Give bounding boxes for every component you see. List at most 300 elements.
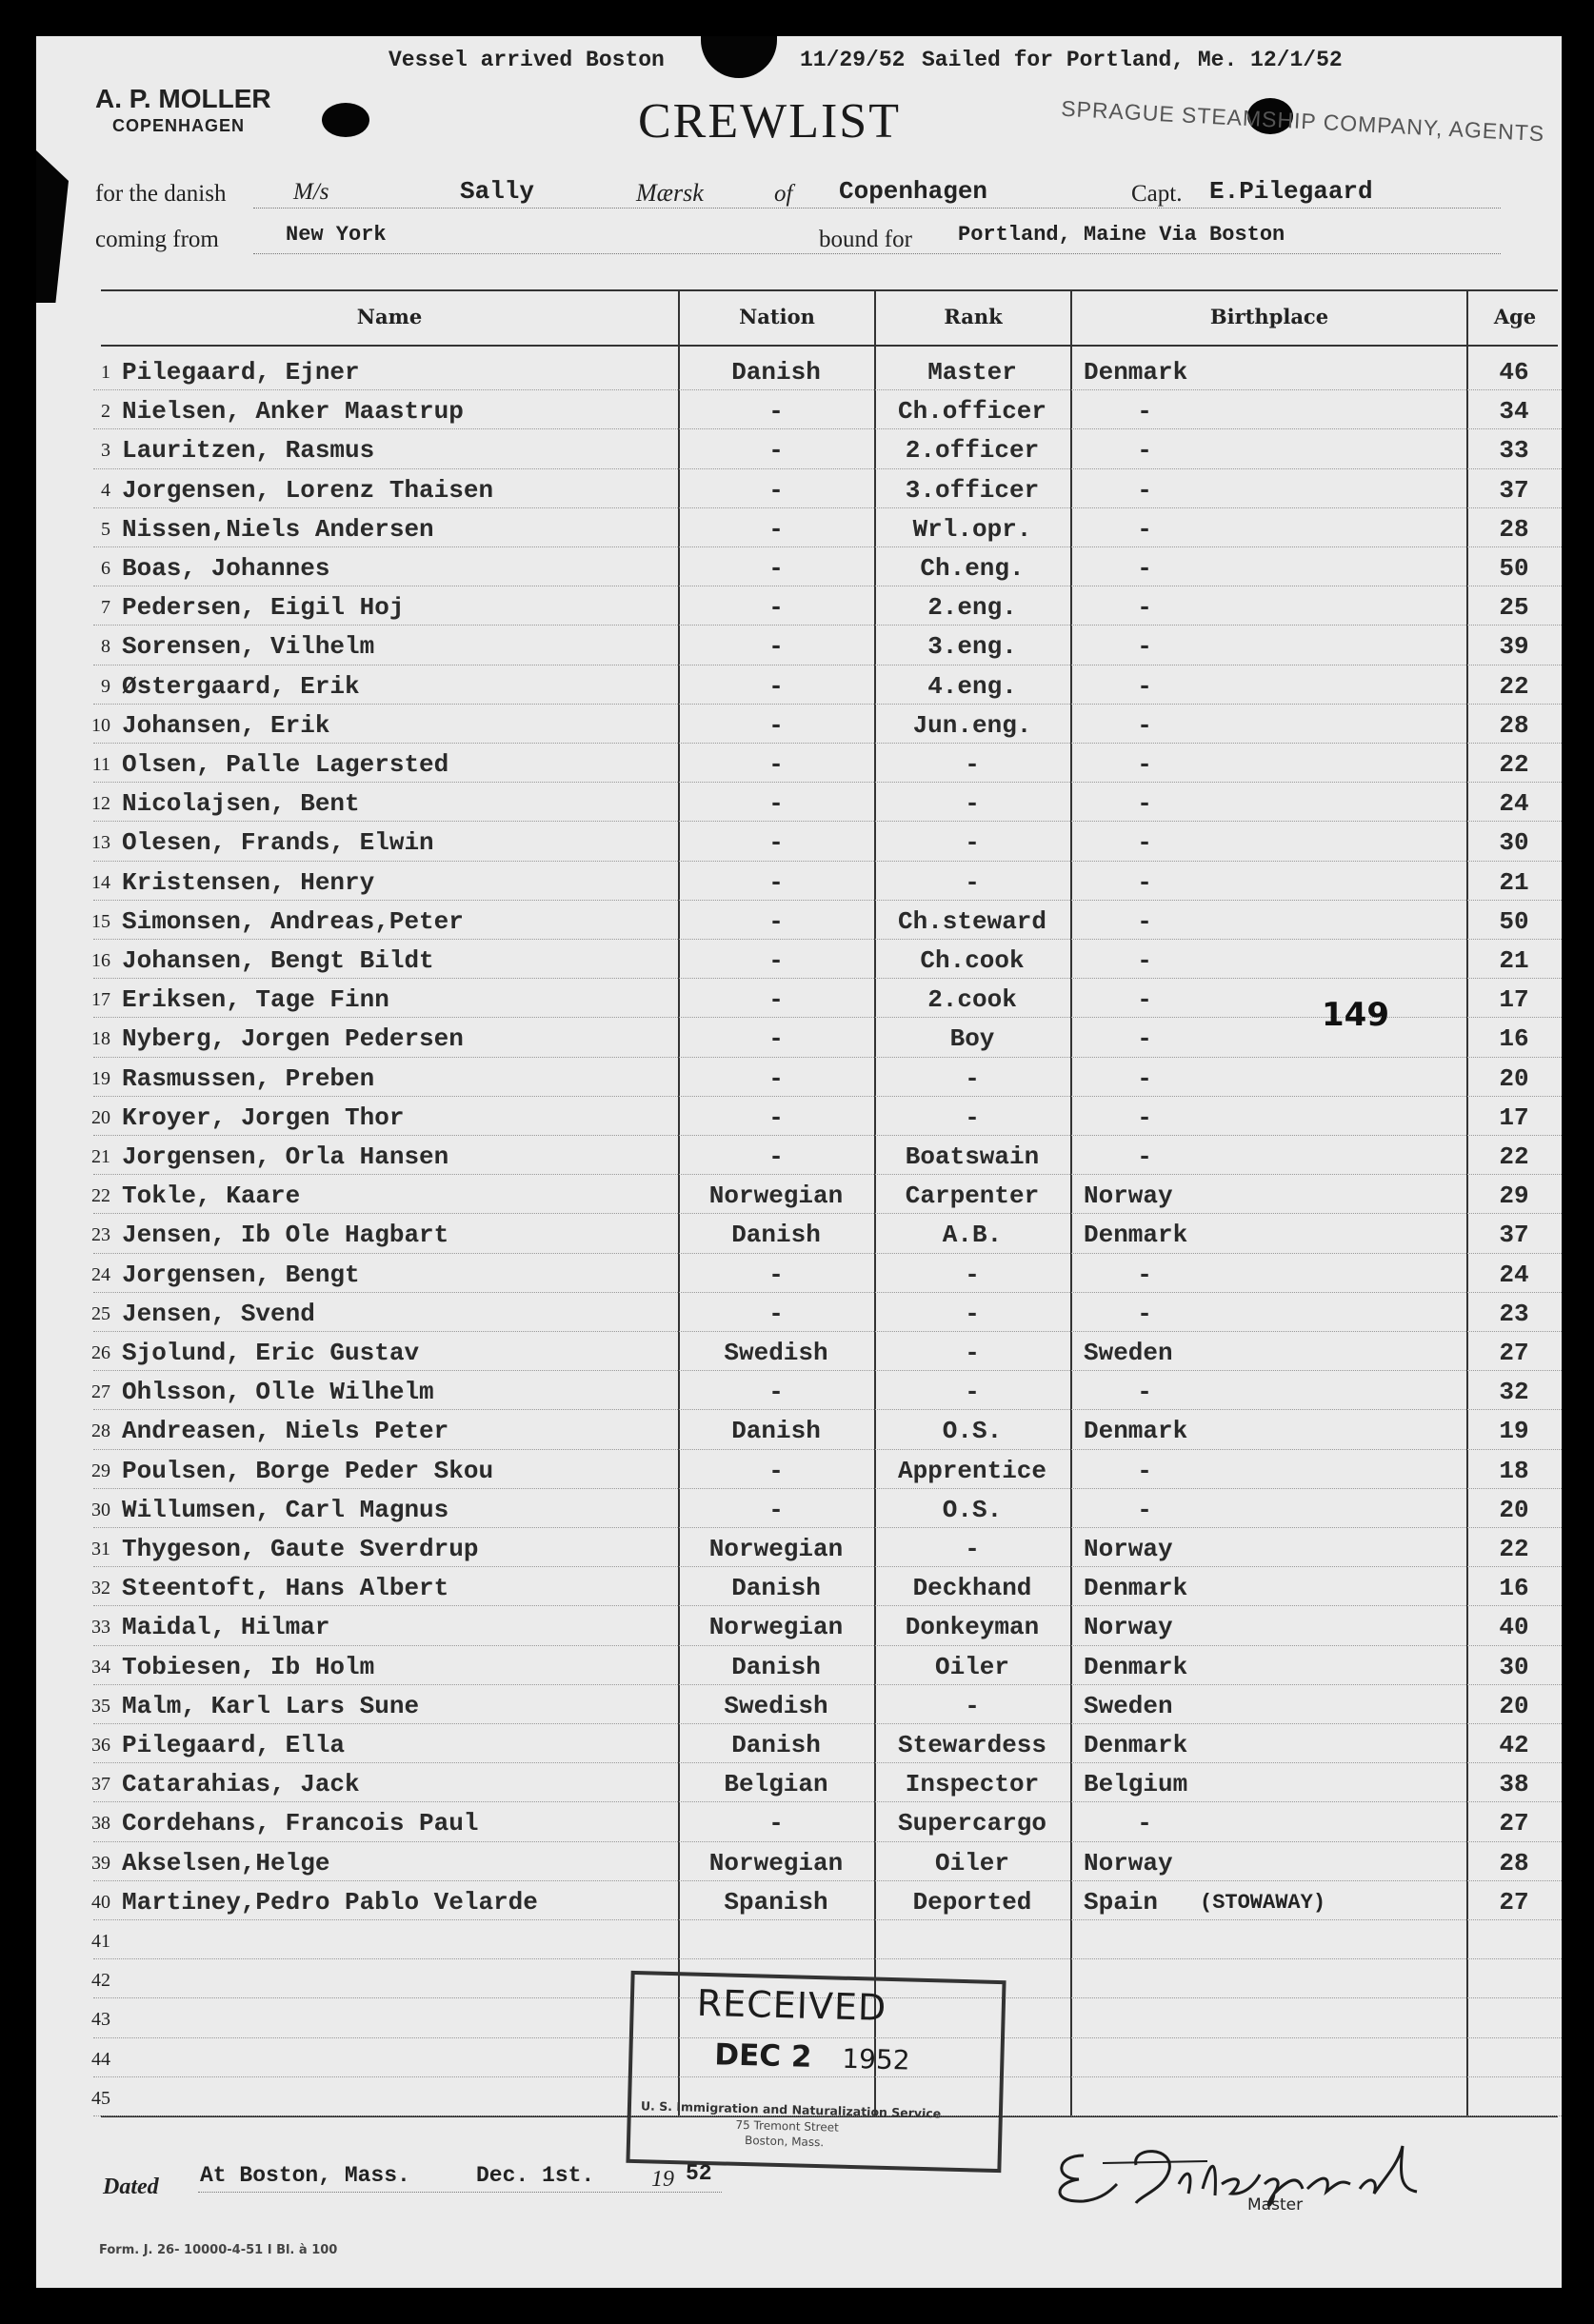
row-number: 22 [91, 1185, 110, 1207]
row-number: 35 [91, 1695, 110, 1717]
row-number: 32 [91, 1578, 110, 1599]
cell-name: Johansen, Erik [122, 710, 330, 740]
row-number: 1 [101, 362, 110, 383]
cell-age: 21 [1499, 946, 1529, 975]
row-rule [93, 978, 1562, 979]
cell-rank: - [965, 1102, 980, 1132]
cell-birthplace: - [1137, 632, 1152, 662]
row-rule [93, 1096, 1562, 1097]
row-number: 3 [101, 440, 110, 462]
cell-birthplace: Denmark [1084, 1417, 1188, 1446]
row-number: 43 [91, 2009, 110, 2031]
stowaway-note: (STOWAWAY) [1200, 1891, 1326, 1915]
cell-name: Eriksen, Tage Finn [122, 985, 389, 1015]
row-rule [93, 1645, 1562, 1646]
row-number: 45 [91, 2087, 110, 2109]
cell-nation: Belgian [724, 1770, 828, 1799]
cell-birthplace: Sweden [1084, 1339, 1173, 1367]
row-number: 44 [91, 2048, 110, 2070]
cell-name: Nissen,Niels Andersen [122, 514, 434, 544]
row-rule [93, 1488, 1562, 1489]
cell-age: 20 [1499, 1495, 1529, 1524]
row-number: 24 [91, 1263, 110, 1285]
sailed-text: Sailed for Portland, Me. 12/1/52 [922, 48, 1343, 72]
cell-rank: Apprentice [897, 1456, 1047, 1485]
cell-age: 22 [1499, 750, 1529, 779]
cell-name: Boas, Johannes [122, 554, 330, 583]
cell-age: 19 [1499, 1417, 1529, 1446]
cell-age: 29 [1499, 1182, 1529, 1211]
col-header-age: Age [1493, 305, 1537, 328]
cell-nation: - [768, 906, 784, 936]
cell-birthplace: Norway [1084, 1182, 1173, 1211]
cell-age: 21 [1499, 867, 1529, 897]
cell-birthplace: - [1137, 828, 1152, 858]
col-header-name: Name [356, 305, 423, 328]
stamp-date: DEC 2 [713, 2037, 812, 2075]
cell-age: 27 [1499, 1809, 1529, 1838]
coming-from-label: coming from [95, 227, 219, 252]
arrival-text: Vessel arrived Boston [389, 48, 665, 72]
row-rule [93, 1370, 1562, 1371]
cell-birthplace: - [1137, 750, 1152, 779]
cell-nation: - [768, 1495, 784, 1524]
cell-age: 37 [1499, 1221, 1529, 1250]
agent-stamp: SPRAGUE STEAMSHIP COMPANY, AGENTS [1060, 95, 1545, 147]
cell-rank: Jun.eng. [912, 710, 1032, 740]
cell-age: 22 [1499, 671, 1529, 701]
cell-age: 39 [1499, 632, 1529, 662]
cell-rank: Ch.officer [897, 397, 1047, 427]
cell-nation: Danish [731, 1731, 821, 1759]
cell-rank: Carpenter [905, 1182, 1040, 1211]
table-header-rule [101, 345, 1558, 347]
row-rule [93, 900, 1562, 901]
row-number: 6 [101, 558, 110, 579]
cell-rank: - [965, 1339, 980, 1367]
cell-rank: - [965, 867, 980, 897]
cell-rank: 4.eng. [927, 671, 1017, 701]
cell-name: Poulsen, Borge Peder Skou [122, 1456, 494, 1485]
year-prefix: 19 [651, 2167, 674, 2192]
cell-rank: Boatswain [905, 1142, 1040, 1171]
cell-name: Steentoft, Hans Albert [122, 1574, 449, 1603]
row-rule [93, 1919, 1562, 1920]
cell-rank: - [965, 1378, 980, 1407]
cell-nation: - [768, 750, 784, 779]
cell-name: Cordehans, Francois Paul [122, 1809, 479, 1838]
bound-for-value: Portland, Maine Via Boston [958, 223, 1285, 247]
cell-rank: Oiler [934, 1848, 1009, 1877]
cell-birthplace: Belgium [1084, 1770, 1188, 1799]
cell-nation: Danish [731, 358, 821, 387]
cell-age: 16 [1499, 1024, 1529, 1054]
cell-birthplace: - [1137, 985, 1152, 1015]
cell-birthplace: - [1137, 1809, 1152, 1838]
cell-birthplace: Denmark [1084, 1731, 1188, 1759]
cell-name: Tobiesen, Ib Holm [122, 1652, 375, 1681]
cell-name: Sjolund, Eric Gustav [122, 1339, 420, 1367]
cell-nation: Norwegian [708, 1182, 844, 1211]
cell-name: Martiney,Pedro Pablo Velarde [122, 1887, 538, 1917]
dated-place: At Boston, Mass. [200, 2163, 410, 2188]
cell-nation: - [768, 1024, 784, 1054]
cell-rank: - [965, 750, 980, 779]
vessel-name-1: Sally [460, 177, 535, 206]
cell-name: Nyberg, Jorgen Pedersen [122, 1024, 464, 1054]
cell-age: 42 [1499, 1731, 1529, 1759]
cell-name: Ohlsson, Olle Wilhelm [122, 1378, 434, 1407]
cell-birthplace: - [1137, 946, 1152, 975]
cell-age: 28 [1499, 710, 1529, 740]
row-number: 20 [91, 1106, 110, 1128]
cell-birthplace: Norway [1084, 1613, 1173, 1642]
cell-rank: 2.cook [927, 985, 1017, 1015]
row-rule [93, 1762, 1562, 1763]
cell-age: 46 [1499, 358, 1529, 387]
cell-nation: - [768, 1299, 784, 1328]
stamp-agency: U. S. Immigration and Naturalization Service [640, 2098, 942, 2121]
cell-age: 17 [1499, 985, 1529, 1015]
cell-age: 22 [1499, 1535, 1529, 1563]
cell-age: 23 [1499, 1299, 1529, 1328]
row-rule [93, 782, 1562, 783]
cell-nation: - [768, 632, 784, 662]
cell-nation: - [768, 1102, 784, 1132]
row-rule [93, 1409, 1562, 1410]
row-number: 18 [91, 1028, 110, 1050]
dotted-rule [198, 2192, 722, 2193]
row-number: 14 [91, 871, 110, 893]
row-number: 9 [101, 675, 110, 697]
cell-age: 25 [1499, 593, 1529, 623]
row-number: 39 [91, 1852, 110, 1874]
cell-birthplace: Norway [1084, 1848, 1173, 1877]
row-number: 2 [101, 401, 110, 423]
cell-age: 34 [1499, 397, 1529, 427]
cell-rank: Supercargo [897, 1809, 1047, 1838]
cell-rank: - [965, 828, 980, 858]
cell-nation: - [768, 710, 784, 740]
cell-nation: - [768, 946, 784, 975]
row-rule [93, 1605, 1562, 1606]
row-number: 33 [91, 1617, 110, 1639]
row-number: 13 [91, 832, 110, 854]
cell-birthplace: Denmark [1084, 1221, 1188, 1250]
row-rule [93, 743, 1562, 744]
cell-rank: Deported [912, 1887, 1032, 1917]
cell-nation: - [768, 1063, 784, 1093]
cell-birthplace: Spain [1084, 1887, 1159, 1917]
cell-rank: - [965, 789, 980, 819]
cell-birthplace: - [1137, 436, 1152, 466]
row-rule [93, 1449, 1562, 1450]
row-rule [93, 1253, 1562, 1254]
col-header-rank: Rank [944, 305, 1003, 328]
cell-birthplace: - [1137, 514, 1152, 544]
cell-nation: - [768, 554, 784, 583]
stamp-received: RECEIVED [696, 1981, 887, 2029]
dated-label: Dated [103, 2175, 159, 2199]
dotted-rule [253, 253, 1501, 254]
col-header-birthplace: Birthplace [1209, 305, 1329, 328]
cell-nation: - [768, 514, 784, 544]
cell-birthplace: - [1137, 397, 1152, 427]
cell-rank: O.S. [942, 1495, 1003, 1524]
cell-birthplace: - [1137, 1299, 1152, 1328]
row-rule [93, 1566, 1562, 1567]
cell-birthplace: - [1137, 867, 1152, 897]
row-rule [93, 625, 1562, 626]
cell-birthplace: - [1137, 1063, 1152, 1093]
row-rule [93, 861, 1562, 862]
row-rule [93, 1684, 1562, 1685]
torn-edge [36, 150, 69, 303]
cell-name: Willumsen, Carl Magnus [122, 1495, 449, 1524]
cell-rank: A.B. [942, 1221, 1003, 1250]
row-number: 12 [91, 793, 110, 815]
cell-name: Sorensen, Vilhelm [122, 632, 375, 662]
cell-rank: - [965, 1535, 980, 1563]
row-rule [93, 1880, 1562, 1881]
cell-rank: Deckhand [912, 1574, 1032, 1603]
cell-birthplace: - [1137, 671, 1152, 701]
cell-name: Kristensen, Henry [122, 867, 375, 897]
cell-nation: Swedish [724, 1691, 828, 1720]
row-number: 26 [91, 1342, 110, 1363]
coming-from-value: New York [286, 223, 387, 247]
company-name: A. P. MOLLER [95, 84, 271, 113]
cell-birthplace: - [1137, 554, 1152, 583]
cell-rank: - [965, 1063, 980, 1093]
cell-rank: Ch.cook [920, 946, 1025, 975]
cell-birthplace: - [1137, 1102, 1152, 1132]
cell-name: Pedersen, Eigil Hoj [122, 593, 405, 623]
cell-rank: Wrl.opr. [912, 514, 1032, 544]
master-label: Master [1247, 2195, 1304, 2215]
cell-age: 28 [1499, 514, 1529, 544]
col-divider [1466, 289, 1468, 2117]
cell-name: Nicolajsen, Bent [122, 789, 360, 819]
cell-rank: - [965, 1691, 980, 1720]
vessel-type: M/s [293, 179, 329, 205]
cell-nation: Norwegian [708, 1535, 844, 1563]
row-number: 4 [101, 479, 110, 501]
page-title: CREWLIST [638, 94, 901, 149]
cell-nation: - [768, 397, 784, 427]
stamp-address-2: Boston, Mass. [744, 2134, 825, 2150]
cell-birthplace: - [1137, 1495, 1152, 1524]
cell-birthplace: - [1137, 789, 1152, 819]
cell-name: Kroyer, Jorgen Thor [122, 1102, 405, 1132]
cell-name: Pilegaard, Ejner [122, 358, 360, 387]
row-rule [93, 1958, 1562, 1959]
cell-age: 30 [1499, 1652, 1529, 1681]
cell-rank: Oiler [934, 1652, 1009, 1681]
row-number: 40 [91, 1891, 110, 1913]
cell-nation: - [768, 475, 784, 505]
row-number: 17 [91, 989, 110, 1011]
vessel-name-2: Mærsk [636, 179, 704, 207]
cell-birthplace: - [1137, 1456, 1152, 1485]
row-number: 37 [91, 1774, 110, 1796]
cell-age: 40 [1499, 1613, 1529, 1642]
for-the-danish-label: for the danish [95, 181, 227, 207]
form-note: Form. J. 26- 10000-4-51 I Bl. à 100 [99, 2243, 338, 2257]
row-number: 36 [91, 1735, 110, 1756]
cell-age: 50 [1499, 554, 1529, 583]
company-city: COPENHAGEN [112, 116, 246, 135]
row-number: 10 [91, 714, 110, 736]
cell-nation: - [768, 671, 784, 701]
row-number: 31 [91, 1539, 110, 1559]
cell-rank: Boy [949, 1024, 995, 1054]
row-number: 42 [91, 1970, 110, 1992]
punch-hole [701, 36, 777, 78]
arrival-date: 11/29/52 [800, 48, 906, 72]
cell-name: Maidal, Hilmar [122, 1613, 330, 1642]
row-number: 5 [101, 518, 110, 540]
cell-name: Johansen, Bengt Bildt [122, 946, 434, 975]
cell-nation: - [768, 436, 784, 466]
cell-age: 32 [1499, 1378, 1529, 1407]
cell-birthplace: - [1137, 475, 1152, 505]
row-number: 29 [91, 1460, 110, 1481]
row-number: 19 [91, 1067, 110, 1089]
stamp-address-1: 75 Tremont Street [735, 2117, 839, 2135]
col-divider [1070, 289, 1072, 2117]
cell-birthplace: Sweden [1084, 1691, 1173, 1720]
row-rule [93, 1841, 1562, 1842]
row-number: 7 [101, 597, 110, 619]
cell-nation: - [768, 1378, 784, 1407]
cell-nation: - [768, 1809, 784, 1838]
cell-birthplace: - [1137, 710, 1152, 740]
table-top-rule [101, 289, 1558, 291]
row-number: 41 [91, 1931, 110, 1952]
cell-name: Tokle, Kaare [122, 1182, 301, 1211]
cell-name: Andreasen, Niels Peter [122, 1417, 449, 1446]
cell-nation: - [768, 593, 784, 623]
cell-birthplace: - [1137, 1142, 1152, 1171]
cell-rank: Inspector [905, 1770, 1040, 1799]
cell-rank: Donkeyman [905, 1613, 1040, 1642]
stamp-year: 1952 [841, 2042, 911, 2076]
cell-name: Lauritzen, Rasmus [122, 436, 375, 466]
row-rule [93, 1174, 1562, 1175]
cell-rank: Ch.eng. [920, 554, 1025, 583]
cell-age: 20 [1499, 1691, 1529, 1720]
row-rule [93, 389, 1562, 390]
cell-age: 16 [1499, 1574, 1529, 1603]
cell-age: 50 [1499, 906, 1529, 936]
cell-name: Olsen, Palle Lagersted [122, 750, 449, 779]
cell-name: Olesen, Frands, Elwin [122, 828, 434, 858]
cell-age: 18 [1499, 1456, 1529, 1485]
cell-birthplace: Denmark [1084, 1574, 1188, 1603]
cell-name: Jorgensen, Lorenz Thaisen [122, 475, 494, 505]
row-rule [93, 1801, 1562, 1802]
received-stamp [626, 1971, 1006, 2173]
cell-age: 27 [1499, 1339, 1529, 1367]
row-number: 28 [91, 1420, 110, 1442]
cell-age: 38 [1499, 1770, 1529, 1799]
cell-age: 28 [1499, 1848, 1529, 1877]
cell-rank: Stewardess [897, 1731, 1047, 1759]
row-rule [93, 428, 1562, 429]
col-divider [678, 289, 680, 2117]
row-rule [93, 546, 1562, 547]
cell-birthplace: - [1137, 906, 1152, 936]
cell-age: 37 [1499, 475, 1529, 505]
cell-name: Nielsen, Anker Maastrup [122, 397, 464, 427]
cell-nation: Norwegian [708, 1848, 844, 1877]
cell-nation: Swedish [724, 1339, 828, 1367]
cell-nation: Danish [731, 1417, 821, 1446]
row-number: 27 [91, 1381, 110, 1403]
row-rule [93, 939, 1562, 940]
cell-nation: Spanish [724, 1887, 828, 1917]
row-number: 38 [91, 1813, 110, 1835]
row-number: 23 [91, 1224, 110, 1246]
cell-nation: - [768, 1456, 784, 1485]
row-rule [93, 468, 1562, 469]
cell-rank: 3.eng. [927, 632, 1017, 662]
cell-nation: - [768, 867, 784, 897]
punch-hole [322, 103, 369, 137]
crew-list-sheet [36, 36, 1562, 2288]
cell-age: 33 [1499, 436, 1529, 466]
row-rule [93, 1292, 1562, 1293]
cell-name: Akselsen,Helge [122, 1848, 330, 1877]
cell-name: Malm, Karl Lars Sune [122, 1691, 420, 1720]
cell-age: 20 [1499, 1063, 1529, 1093]
row-number: 30 [91, 1499, 110, 1520]
cell-name: Jensen, Svend [122, 1299, 315, 1328]
cell-nation: Danish [731, 1221, 821, 1250]
row-number: 34 [91, 1656, 110, 1678]
dotted-rule [253, 208, 1501, 209]
cell-nation: - [768, 985, 784, 1015]
cell-name: Pilegaard, Ella [122, 1731, 346, 1759]
cell-name: Jorgensen, Bengt [122, 1260, 360, 1289]
row-rule [93, 1057, 1562, 1058]
cell-rank: Ch.steward [897, 906, 1047, 936]
cell-birthplace: Denmark [1084, 1652, 1188, 1681]
row-rule [93, 704, 1562, 705]
cell-name: Rasmussen, Preben [122, 1063, 375, 1093]
cell-rank: 2.officer [905, 436, 1040, 466]
cell-age: 27 [1499, 1887, 1529, 1917]
cell-rank: 3.officer [905, 475, 1040, 505]
count-annotation: 149 [1322, 996, 1389, 1034]
row-number: 15 [91, 910, 110, 932]
cell-birthplace: - [1137, 1378, 1152, 1407]
col-divider [874, 289, 876, 2117]
cell-birthplace: - [1137, 1024, 1152, 1054]
row-rule [93, 507, 1562, 508]
row-rule [93, 1213, 1562, 1214]
cell-nation: Danish [731, 1574, 821, 1603]
cell-name: Simonsen, Andreas,Peter [122, 906, 464, 936]
cell-birthplace: - [1137, 593, 1152, 623]
cell-rank: O.S. [942, 1417, 1003, 1446]
captain-name: E.Pilegaard [1209, 177, 1373, 206]
row-rule [93, 821, 1562, 822]
cell-nation: Danish [731, 1652, 821, 1681]
dated-day: Dec. 1st. [476, 2163, 595, 2188]
row-number: 25 [91, 1302, 110, 1324]
